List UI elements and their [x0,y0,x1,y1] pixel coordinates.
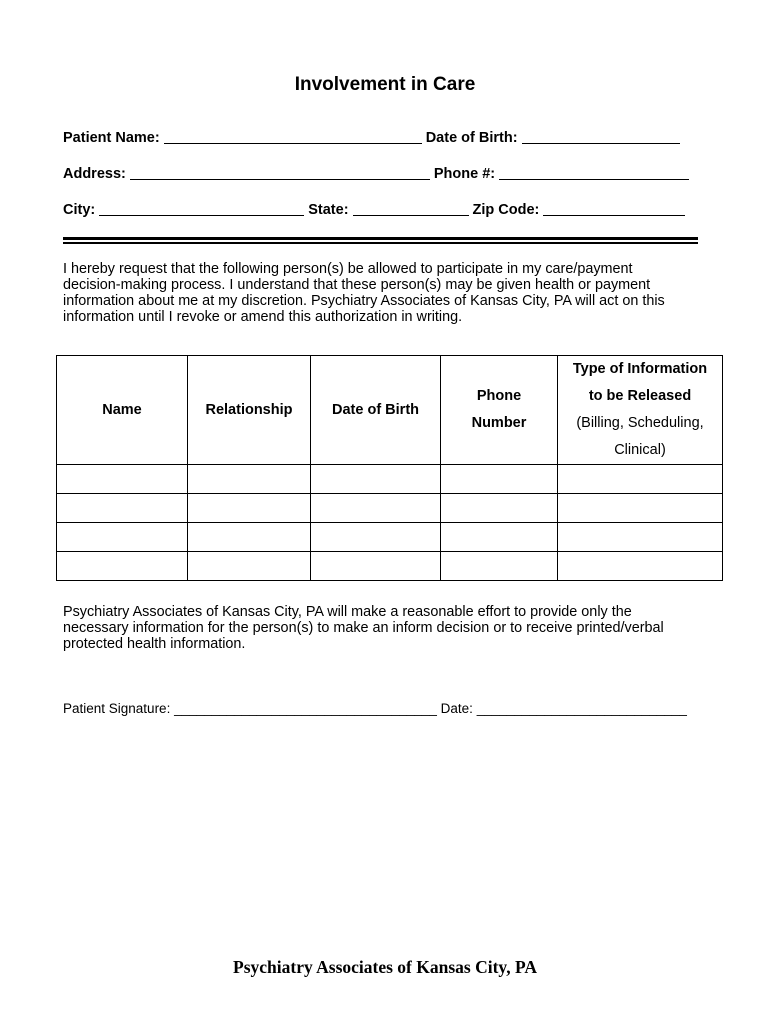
address-field[interactable] [130,166,430,180]
state-label: State: [308,202,349,218]
phone-field[interactable] [499,166,689,180]
dob-label: Date of Birth: [425,130,518,146]
table-cell[interactable] [441,465,558,494]
signature-label: Patient Signature: [63,701,171,716]
effort-line: protected health information. [63,636,246,652]
relationship-header: Relationship [188,356,311,465]
consent-line: information until I revoke or amend this authorization in writing. [63,309,463,325]
address-label: Address: [63,166,126,182]
type-header [558,356,723,465]
consent-line: decision-making process. I understand that these person(s) may be given health or payment [63,277,651,293]
table-row [57,552,723,581]
effort-line: Psychiatry Associates of Kansas City, PA will make a reasonable effort to provide only the [63,604,632,620]
table-header-row [57,356,723,465]
signature-date-label: Date: [440,701,473,716]
consent-line: information about me at my discretion. Psychiatry Associates of Kansas City, PA will act on this [63,293,665,309]
dob-field[interactable] [522,130,680,144]
consent-line: I hereby request that the following person(s) be allowed to participate in my care/payment [63,261,633,277]
city-label: City: [63,202,96,218]
patient-info-row-2 [63,166,703,182]
state-field[interactable] [353,202,469,216]
table-cell[interactable] [188,523,311,552]
table-cell[interactable] [311,523,441,552]
divider-rule-bottom [63,242,698,244]
table-cell[interactable] [441,523,558,552]
city-field[interactable] [99,202,304,216]
consent-paragraph [63,261,723,325]
table-cell[interactable] [57,523,188,552]
divider-rule-top [63,237,698,240]
type-header-line: to be Released [588,388,692,404]
effort-line: necessary information for the person(s) to make an inform decision or to receive printed/verbal [63,620,664,636]
table-cell[interactable] [311,552,441,581]
table-cell[interactable] [57,552,188,581]
effort-paragraph [63,604,723,652]
table-row [57,465,723,494]
table-cell[interactable] [441,552,558,581]
table-row [57,523,723,552]
patient-info-row-3 [63,202,703,218]
name-header: Name [57,356,188,465]
phone-label: Phone #: [433,166,496,182]
zip-field[interactable] [543,202,685,216]
footer-practice-name: Psychiatry Associates of Kansas City, PA [233,957,537,977]
table-cell[interactable] [558,552,723,581]
type-header-line: (Billing, Scheduling, [576,415,704,431]
dob-header: Date of Birth [311,356,441,465]
table-cell[interactable] [188,552,311,581]
page-title: Involvement in Care [294,74,476,95]
type-header-line: Type of Information [572,361,708,377]
table-cell[interactable] [558,494,723,523]
signature-row [63,701,687,716]
table-cell[interactable] [57,465,188,494]
table-cell[interactable] [311,465,441,494]
phone-header-line: Number [471,415,527,431]
phone-header-line: Phone [476,388,522,404]
patient-name-field[interactable] [164,130,422,144]
zip-label: Zip Code: [472,202,540,218]
patient-info-row-1 [63,130,703,146]
table-cell[interactable] [558,523,723,552]
table-cell[interactable] [441,494,558,523]
phone-header [441,356,558,465]
type-header-line: Clinical) [614,442,666,458]
patient-name-label: Patient Name: [63,130,160,146]
table-cell[interactable] [57,494,188,523]
authorized-persons-table [56,355,723,581]
signature-field[interactable]: ___________________________________ [174,701,437,716]
table-cell[interactable] [188,465,311,494]
table-cell[interactable] [558,465,723,494]
table-row [57,494,723,523]
signature-date-field[interactable]: ____________________________ [476,701,687,716]
table-cell[interactable] [311,494,441,523]
table-cell[interactable] [188,494,311,523]
